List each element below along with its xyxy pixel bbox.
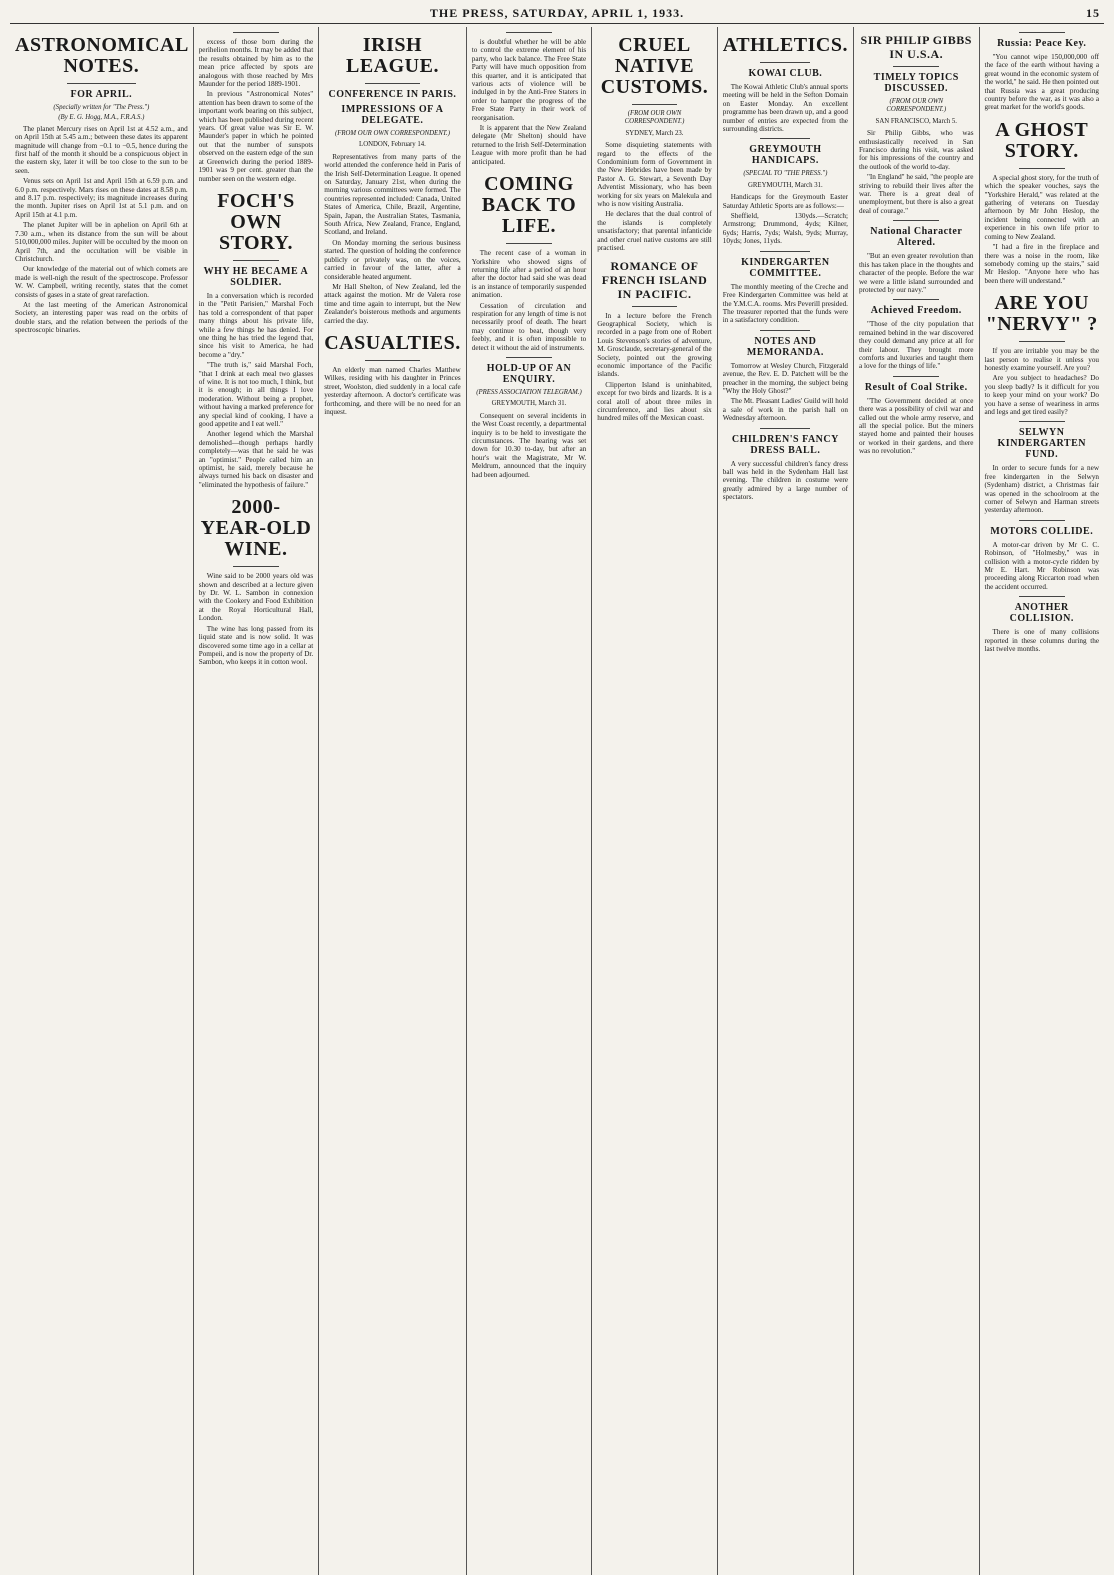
columns-container — [10, 27, 1104, 1575]
article — [199, 497, 314, 666]
article — [199, 32, 314, 183]
article-paragraph: "I had a fire in the fireplace and there was a noise in the room, like somebody coming up the stairs," said Mr Heslop. "Anyone here who has been there will understand." — [984, 243, 1100, 285]
article-subheading: Achieved Freedom. — [870, 305, 962, 317]
article-paragraph: is doubtful whether he will be able to control the extreme element of his party, who lack balance. The Free State Party will have much opposition from this quarter, and it is anticipated that various acts of violence will be indulged in by the Anti-Free Staters in order to hamper the progress of the Free State Party in their work of reorganisation. — [471, 38, 587, 122]
article-paragraph: The Mt. Pleasant Ladies' Guild will hold a sale of work in the parish hall on Wednesday afternoon. — [722, 397, 848, 423]
article-subheading: MOTORS COLLIDE. — [990, 525, 1094, 537]
article-paragraph: Mr Hall Shelton, of New Zealand, led the attack against the motion. Mr de Valera rose time and time again to interrupt, but the New Zealander's boisterous methods and arguments carried the day. — [324, 282, 461, 325]
article — [985, 120, 1100, 285]
article-paragraph: Tomorrow at Wesley Church, Fitzgerald avenue, the Rev. E. D. Patchett will be the preacher in the morning, the subject being "Why the Holy Ghost?" — [722, 361, 848, 395]
article-byline: (FROM OUR OWN CORRESPONDENT.) — [334, 130, 450, 137]
article-paragraph: excess of those born during the perihelion months. It may be added that the results obtained by him as to the mean price affected by spots are analogous with those reached by Mrs Maunder for the period 1889-1901. — [198, 38, 314, 89]
article-paragraph: Representatives from many parts of the world attended the conference held in Paris of the Irish Self-Determination League. It opened on Saturday, January 21st, when during the morning various committees were formed. The countries represented included: Canada, United States of America, Chile, Brazil, Argentine, Spain, Japan, the Australian States, Tasmania, South Africa, New Zealand, France, England, Scotland, and Ireland. — [324, 152, 461, 237]
headline-rule — [632, 306, 678, 307]
headline-rule — [233, 566, 279, 567]
article-paragraph: A special ghost story, for the truth of which the speaker vouches, says the "Yorkshire Herald," was related at the gathering of veterans on Tuesday afternoon by Mr John Heslop, the incident being connected with an experience in his own life prior to coming to New Zealand. — [984, 173, 1100, 241]
section-rule — [893, 376, 939, 377]
article-headline: ROMANCE OF FRENCH ISLAND IN PACIFIC. — [601, 258, 708, 301]
article — [723, 35, 848, 133]
column-7 — [854, 27, 980, 1575]
headline-rule — [506, 243, 552, 244]
article-paragraph: In a conversation which is recorded in the "Petit Parisien," Marshal Foch has told a correspondent of that paper many things about his private life, while a few things he has denied. For one thing he has tried the legend that, since his visit to America, he had become a "dry." — [198, 291, 314, 359]
article — [985, 32, 1100, 112]
column-5 — [592, 27, 718, 1575]
article-paragraph: Another legend which the Marshal demolished—though perhaps hardly completely—was that he said he was an "optimist." People called him an optimist, he said, merely because he always turned his back on disaster and "eliminated the hypothesis of failure." — [198, 430, 314, 489]
article-paragraph: Cessation of circulation and respiration for any length of time is not necessarily proof of death. The heart may continue to beat, though very feebly, and it is often impossible to detect it without the aid of instruments. — [471, 301, 587, 352]
article — [985, 421, 1100, 514]
article — [723, 330, 848, 423]
headline-rule — [893, 66, 939, 67]
article-paragraph: "The Government decided at once there was a possibility of civil war and called out the whole army reserve, and all the special police. But the miners stayed home and painted their houses or worked in their gardens, and there was no revolution." — [858, 396, 974, 456]
article — [985, 596, 1100, 653]
section-rule — [760, 330, 810, 331]
article-subheading: SELWYN KINDERGARTEN FUND. — [997, 427, 1086, 461]
article-paragraph: The monthly meeting of the Creche and Free Kindergarten Committee was held at the Y.M.C.A. rooms. Mrs Peverill presided. The treasurer reported that the funds were in a satisfactory condition. — [722, 282, 848, 325]
article-paragraph: A very successful children's fancy dress ball was held in the Sydenham Hall last evening. The children in costume were greatly admired by a large number of spectators. — [722, 459, 848, 502]
article-paragraph: Sir Philip Gibbs, who was enthusiastically received in San Francisco during his visit, was asked for his impressions of the country and the outlook of the world to-day. — [858, 129, 974, 171]
headline-rule — [760, 62, 810, 63]
section-rule — [233, 32, 279, 33]
section-rule — [506, 32, 552, 33]
article — [597, 35, 712, 253]
article-headline: ASTRONOMICAL NOTES. — [15, 34, 189, 77]
column-1 — [10, 27, 194, 1575]
article-paragraph: Venus sets on April 1st and April 15th at 6.59 p.m. and 6.0 p.m. respectively. Mars rises on these dates at 8.58 p.m. and 8.17 p.m. respectively; its magnitude increases during the month. Jupiter rises on April 1st at 5.1 p.m. and on April 15th at 4.1 p.m. — [15, 177, 188, 219]
article — [472, 357, 587, 479]
article-paragraph: Clipperton Island is uninhabited, except for two birds and lizards. It is a coral atoll of about three miles in circumference, and lies about six hundred miles off the Mexican coast. — [597, 380, 712, 423]
article-subheading: FOR APRIL. — [70, 89, 133, 100]
article-paragraph: An elderly man named Charles Matthew Wilkes, residing with his daughter in Princes street, Woolston, died suddenly in a local cafe yesterday afternoon. A doctor's certificate was forthcoming, and there will be no need for an inquest. — [324, 365, 461, 416]
article-paragraph: It is apparent that the New Zealand delegate (Mr Shelton) should have returned to the Irish Self-Determination League with more profit than he had anticipated. — [471, 124, 587, 166]
article-paragraph: Some disquieting statements with regard to the effects of the Condominium form of Government in the New Hebrides have been made by Pastor A. G. Stewart, a Seventh Day Adventist Missionary, who has been working for six years on Malekula and who is now visiting Australia. — [597, 141, 712, 209]
article — [324, 35, 461, 325]
article-paragraph: "You cannot wipe 150,000,000 off the face of the earth without having a great wound in the economic system of the world," he said. He then pointed out that Russia was a great producing country before the war, as it was also a great market for the world's goods. — [984, 53, 1100, 112]
article — [985, 520, 1100, 591]
article — [597, 259, 712, 423]
headline-rule — [365, 360, 420, 361]
article-subheading: GREYMOUTH HANDICAPS. — [749, 144, 822, 167]
article-paragraph: Our knowledge of the material out of which comets are made is well-nigh the result of the spectroscope. Professor W. W. Campbell, writing recently, states that the comet consists of gases in a state of great rarefaction. — [15, 265, 188, 299]
article-byline: (FROM OUR OWN CORRESPONDENT.) — [886, 98, 947, 114]
article-subheading: National Character Altered. — [870, 226, 963, 249]
article-paragraph: The planet Mercury rises on April 1st at 4.52 a.m., and on April 15th at 5.45 a.m.; between these dates its apparent magnitude will change from −0.1 to −0.5, hence during the first half of the month it should be a conspicuous object in the eastern sky, later it will be too close to the sun to be seen. — [15, 124, 188, 175]
article-subheading: KOWAI CLUB. — [748, 68, 823, 79]
section-rule — [760, 138, 810, 139]
article — [859, 220, 974, 294]
article-paragraph: If you are irritable you may be the last person to realise it unless you honestly examine yourself. Are you? — [984, 347, 1100, 372]
article-headline: FOCH'S OWN STORY. — [217, 189, 295, 254]
article — [985, 293, 1100, 416]
section-rule — [893, 299, 939, 300]
column-4 — [467, 27, 593, 1575]
article-paragraph: Sheffield, 130yds.—Scratch; Armstrong; Drummond, 4yds; Kilner, 6yds; Harris, 7yds; Walsh, 9yds; Murray, 10yds; Jones, 11yds. — [722, 212, 848, 246]
article-paragraph: The planet Jupiter will be in aphelion on April 6th at 7.30 a.m., when its distance from the sun will be about 510,000,000 miles. Jupiter will be occulted by the moon on April 7th, and the occultation will be visible in Christchurch. — [15, 221, 188, 263]
article-paragraph: In previous "Astronomical Notes" attention has been drawn to some of the important work bearing on this subject, which has been published during recent years. Of great value was Sir E. W. Maunder's paper in which he pointed out that the number of sunspots observed on the eastern edge of the sun at Greenwich during the period 1889-1901 was 9 per cent. greater than the number seen on the western edge. — [198, 90, 314, 183]
article-paragraph: "The truth is," said Marshal Foch, "that I drink at each meal two glasses of wine. It is not too much, I think, but it is enough; in all things I love moderation. Without being a prophet, without having a marked preference for any special kind of cooking, I have a good appetite and I eat well." — [198, 361, 314, 428]
article-dateline: GREYMOUTH, March 31. — [747, 181, 823, 189]
article-byline: (PRESS ASSOCIATION TELEGRAM.) — [476, 388, 582, 396]
article-subheading-2: IMPRESSIONS OF A DELEGATE. — [341, 104, 444, 126]
article-paragraph: The recent case of a woman in Yorkshire who showed signs of returning life after a period of an hour after the doctor had said she was dead is an instance of temporarily suspended animation. — [471, 249, 587, 300]
article-subheading: CHILDREN'S FANCY DRESS BALL. — [731, 433, 839, 456]
article-paragraph: "Those of the city population that remained behind in the war discovered they could demand any price at all for their labour. They brought more comforts and luxuries and taught them a love for the things of life." — [858, 320, 974, 371]
column-3 — [319, 27, 467, 1575]
section-rule — [1019, 32, 1065, 33]
article-dateline: GREYMOUTH, March 31. — [491, 400, 567, 408]
article-subheading: ANOTHER COLLISION. — [1009, 602, 1074, 625]
article-headline: A GHOST STORY. — [995, 118, 1089, 162]
article-subheading: NOTES AND MEMORANDA. — [746, 335, 824, 358]
article-paragraph: Wine said to be 2000 years old was shown and described at a lecture given by Dr. W. L. Sambon in connexion with the Cookery and Food Exhibition at the Royal Horticultural Hall, London. — [198, 572, 314, 623]
article-paragraph: The wine has long passed from its liquid state and is now solid. It was discovered some time ago in a cellar at Pompeii, and is now the property of Dr. Sambon, who keeps it in cotton wool. — [198, 624, 314, 667]
article — [472, 174, 587, 352]
masthead — [10, 4, 1104, 24]
article — [723, 138, 848, 245]
headline-rule — [365, 83, 420, 84]
column-6 — [718, 27, 854, 1575]
page-number-right: 15 — [1086, 6, 1100, 20]
article-subheading: Russia: Peace Key. — [997, 38, 1087, 49]
article — [472, 32, 587, 166]
article — [859, 299, 974, 370]
article-paragraph: In order to secure funds for a new free kindergarten in the Selwyn (Sydenham) district, a Christmas fair was opened in the schoolroom at the corner of Selwyn and Harman streets yesterday afternoon. — [984, 464, 1100, 515]
article-headline: 2000-YEAR-OLD WINE. — [200, 496, 312, 561]
column-8 — [980, 27, 1105, 1575]
article-headline: ARE YOU "NERVY" ? — [985, 292, 1098, 336]
article-paragraph: "But an even greater revolution than this has taken place in the thoughts and character of the people. Before the war we were a little island surrounded and protected by our navy." — [858, 252, 974, 294]
article — [324, 333, 461, 416]
article-headline: IRISH LEAGUE. — [345, 34, 439, 77]
section-rule — [506, 357, 552, 358]
article — [859, 376, 974, 456]
article-paragraph: In a lecture before the French Geographical Society, which is recorded in a page from one of Robert Louis Stevenson's stories of adventure, M. Grosclaude, secretary-general of the Society, pointed out the growing economic importance of the Pacific islands. — [597, 311, 712, 379]
article — [859, 33, 974, 215]
article-headline: ATHLETICS. — [722, 34, 848, 56]
article-author: (By E. G. Hogg, M.A., F.R.A.S.) — [58, 114, 145, 122]
article-byline: (Specially written for "The Press.") — [53, 104, 150, 111]
headline-rule — [67, 83, 136, 84]
headline-rule — [1019, 168, 1065, 169]
article — [15, 35, 188, 335]
article-subheading: TIMELY TOPICS DISCUSSED. — [873, 72, 959, 94]
article-paragraph: At the last meeting of the American Astronomical Society, an interesting paper was read on the orbits of double stars, and the relation between the periods of the spectroscopic binaries. — [15, 300, 188, 335]
article-subheading: WHY HE BECAME A SOLDIER. — [203, 265, 309, 288]
article — [199, 191, 314, 489]
section-rule — [760, 428, 810, 429]
article — [723, 428, 848, 502]
section-rule — [1019, 421, 1065, 422]
article-subheading: Result of Coal Strike. — [864, 381, 968, 393]
article-paragraph: Consequent on several incidents in the West Coast recently, a departmental inquiry is to be held to investigate the circumstances. The hearing was set down for 10.30 to-day, but after an hour's wait the Magistrate, Mr W. Meldrum, announced that the inquiry had been adjourned. — [471, 411, 587, 479]
section-rule — [760, 251, 810, 252]
headline-rule — [1019, 341, 1065, 342]
article-paragraph: Are you subject to headaches? Do you sleep badly? Is it difficult for you to keep your mind on your work? Do you have a sense of weariness in arms and legs and get tired easily? — [984, 374, 1100, 416]
section-rule — [893, 220, 939, 221]
article-byline: (FROM OUR OWN CORRESPONDENT.) — [624, 110, 685, 126]
article-paragraph: The Kowai Athletic Club's annual sports meeting will be held in the Sefton Domain on Easter Monday. An excellent programme has been drawn up, and a good number of entries are expected from the surrounding districts. — [722, 83, 848, 134]
article-dateline: SYDNEY, March 23. — [625, 129, 684, 137]
headline-rule — [233, 260, 279, 261]
article-subheading: KINDERGARTEN COMMITTEE. — [741, 256, 830, 279]
article-paragraph: "In England" he said, "the people are striving to rebuild their lives after the war. There is a great deal of unemployment, but there is also a great deal of courage." — [858, 173, 974, 215]
article-headline: CRUEL NATIVE CUSTOMS. — [600, 34, 709, 98]
article-subheading: CONFERENCE IN PARIS. — [328, 89, 457, 100]
article-paragraph: A motor-car driven by Mr C. C. Robinson, of "Holmesby," was in collision with a motor-cycle ridden by Mr E. Hart. Mr Robinson was proceeding along Riccarton road when the accident occurred. — [984, 540, 1100, 591]
article-headline: COMING BACK TO LIFE. — [481, 173, 577, 238]
article-paragraph: He declares that the dual control of the islands is completely unsatisfactory; that parental infanticide and other cruel native customs are still practised. — [597, 210, 712, 253]
article-byline: (SPECIAL TO "THE PRESS.") — [743, 170, 828, 178]
article-headline: SIR PHILIP GIBBS IN U.S.A. — [860, 33, 972, 61]
article-dateline: SAN FRANCISCO, March 5. — [875, 117, 957, 125]
article-subheading: HOLD-UP OF AN ENQUIRY. — [486, 362, 572, 385]
headline-rule — [632, 104, 678, 105]
article-dateline: LONDON, February 14. — [359, 141, 426, 149]
column-2 — [194, 27, 320, 1575]
section-rule — [1019, 520, 1065, 521]
section-rule — [1019, 596, 1065, 597]
masthead-title: THE PRESS, SATURDAY, APRIL 1, 1933. — [429, 6, 685, 20]
article — [723, 251, 848, 325]
article-paragraph: There is one of many collisions reported in these columns during the last twelve months. — [984, 628, 1100, 654]
article-headline: CASUALTIES. — [324, 331, 461, 354]
article-paragraph: Handicaps for the Greymouth Easter Saturday Athletic Sports are as follows:— — [722, 193, 848, 210]
article-paragraph: On Monday morning the serious business started. The question of holding the conference publicly or privately was, on the voices, carried in favour of the latter, after a considerable heated argument. — [324, 238, 461, 281]
